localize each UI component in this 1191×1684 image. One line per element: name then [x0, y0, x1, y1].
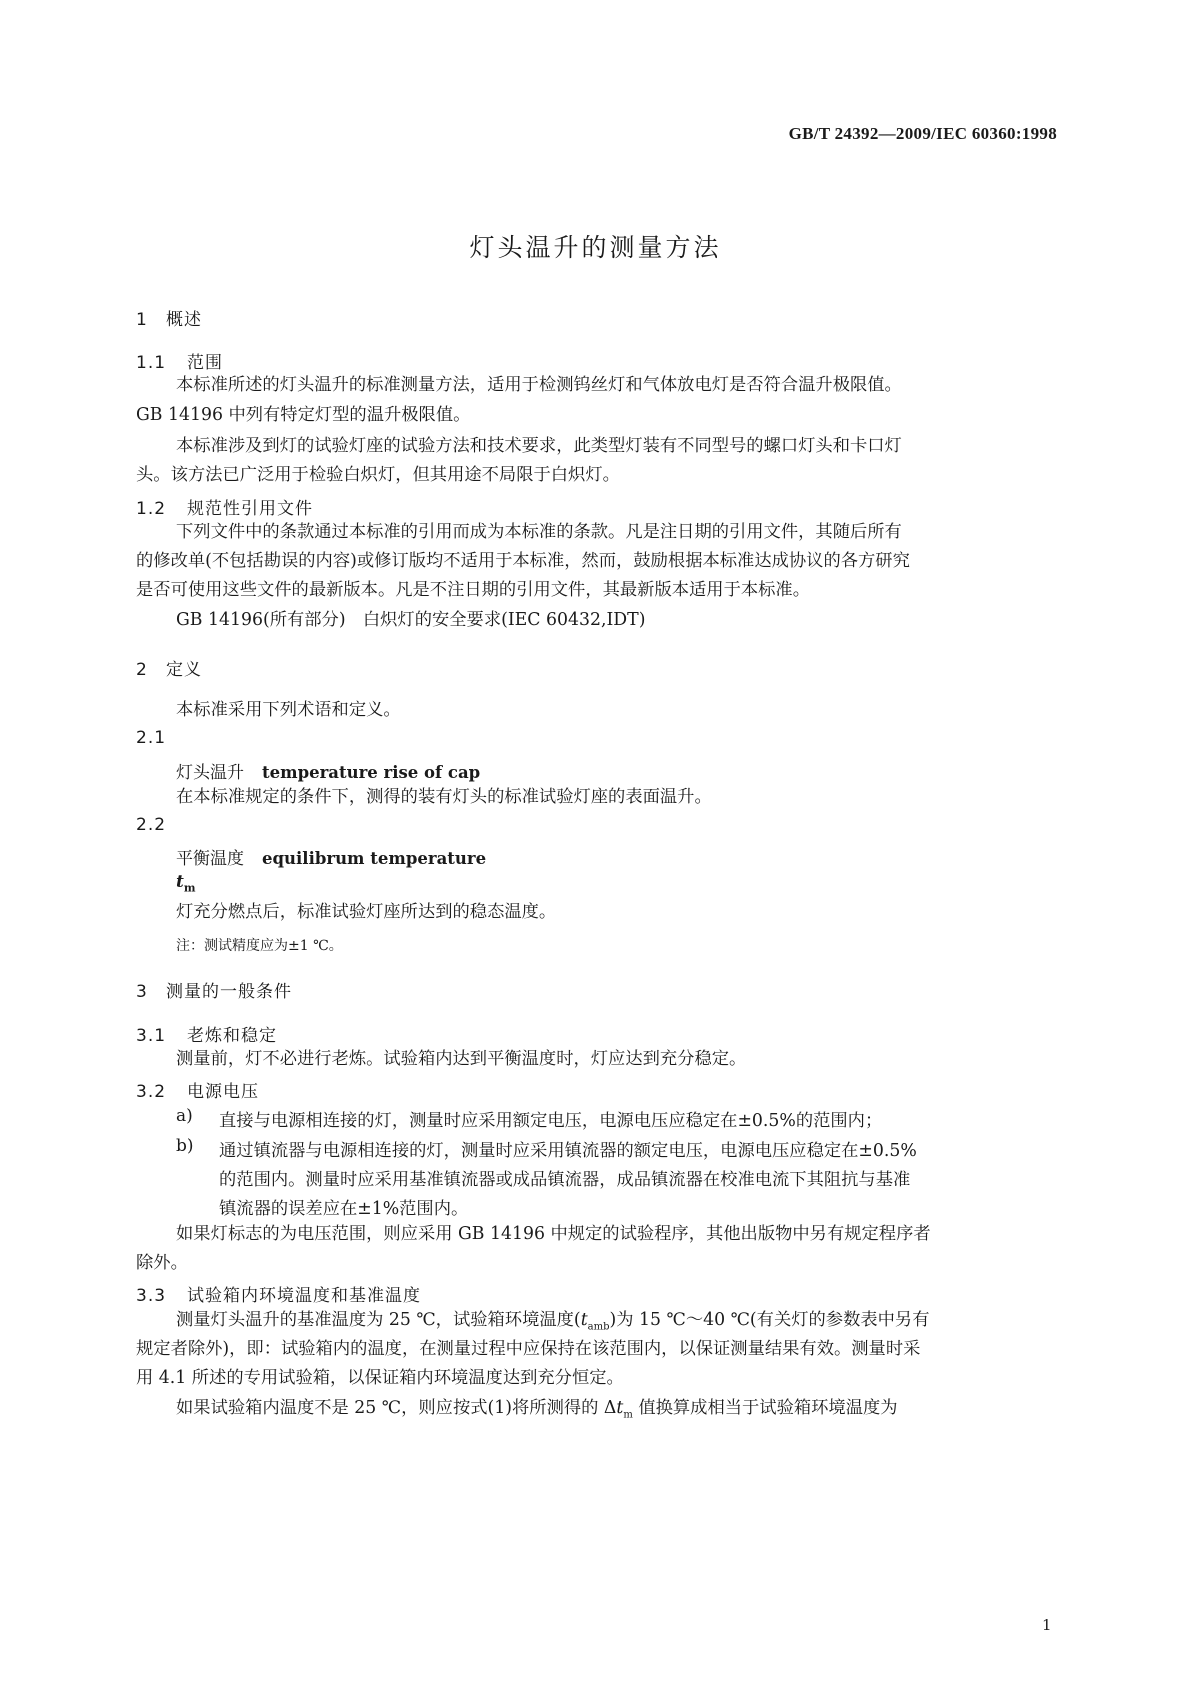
paragraph-line: 的修改单(不包括勘误的内容)或修订版均不适用于本标准，然而，鼓励根据本标准达成协议的各方研究	[136, 551, 910, 571]
text-run: 测量灯头温升的基准温度为 25 ℃，试验箱环境温度(	[176, 1310, 581, 1330]
paragraph-line: 用 4.1 所述的专用试验箱，以保证箱内环境温度达到充分恒定。	[136, 1368, 624, 1388]
document-title: 灯头温升的测量方法	[469, 233, 722, 262]
section-3-2-heading	[136, 1077, 259, 1102]
section-3-3-heading	[136, 1281, 421, 1306]
normative-reference: GB 14196(所有部分) 白炽灯的安全要求(IEC 60432,IDT)	[176, 610, 646, 630]
paragraph-line: 测量前，灯不必进行老炼。试验箱内达到平衡温度时，灯应达到充分稳定。	[176, 1049, 747, 1069]
symbol-letter: t	[580, 1310, 588, 1330]
section-1-2-heading	[136, 494, 313, 519]
list-item-text: 直接与电源相连接的灯，测量时应采用额定电压，电源电压应稳定在±0.5%的范围内；	[219, 1111, 883, 1131]
term-english: equilibrum temperature	[262, 849, 487, 868]
paragraph-line: 本标准涉及到灯的试验灯座的试验方法和技术要求，此类型灯装有不同型号的螺口灯头和卡口灯	[176, 436, 902, 456]
definition-number: 2.1	[136, 728, 167, 748]
section-number: 1.2	[136, 499, 167, 519]
list-marker: a)	[176, 1106, 193, 1126]
definition-symbol	[176, 872, 196, 894]
text-run: )为 15 ℃～40 ℃(有关灯的参数表中另有	[609, 1310, 930, 1330]
section-1-heading	[136, 305, 202, 330]
definition-term	[176, 758, 480, 783]
section-title: 试验箱内环境温度和基准温度	[187, 1286, 421, 1306]
section-title: 测量的一般条件	[166, 982, 292, 1002]
section-title: 定义	[166, 660, 202, 680]
definition-text: 灯充分燃点后，标准试验灯座所达到的稳态温度。	[176, 902, 557, 922]
section-title: 范围	[187, 353, 223, 373]
symbol-letter: t	[616, 1398, 624, 1418]
section-number: 3	[136, 982, 148, 1002]
paragraph-line: 本标准所述的灯头温升的标准测量方法，适用于检测钨丝灯和气体放电灯是否符合温升极限值。	[176, 375, 902, 395]
section-1-1-heading	[136, 348, 223, 373]
section-number: 1.1	[136, 353, 167, 373]
definition-number: 2.2	[136, 815, 167, 835]
paragraph-line: 除外。	[136, 1253, 188, 1273]
paragraph-line	[176, 1310, 929, 1333]
term-english: temperature rise of cap	[262, 763, 481, 782]
standard-number: GB/T 24392—2009/IEC 60360:1998	[788, 124, 1057, 143]
symbol-subscript: m	[623, 1409, 633, 1421]
section-title: 规范性引用文件	[187, 499, 313, 519]
text-run: 值换算成相当于试验箱环境温度为	[632, 1398, 898, 1418]
list-marker: b)	[176, 1136, 194, 1156]
paragraph-line: GB 14196 中列有特定灯型的温升极限值。	[136, 405, 471, 425]
section-3-heading	[136, 977, 292, 1002]
paragraph-line: 规定者除外)，即：试验箱内的温度，在测量过程中应保持在该范围内，以保证测量结果有效。测量时采	[136, 1339, 921, 1359]
paragraph-line: 是否可使用这些文件的最新版本。凡是不注日期的引用文件，其最新版本适用于本标准。	[136, 580, 810, 600]
list-item-text: 镇流器的误差应在±1%范围内。	[219, 1199, 469, 1219]
section-number: 3.1	[136, 1026, 167, 1046]
page-number: 1	[1042, 1616, 1052, 1634]
paragraph-line: 如果灯标志的为电压范围，则应采用 GB 14196 中规定的试验程序，其他出版物中另有规定程序者	[176, 1224, 931, 1244]
section-2-heading	[136, 655, 202, 680]
definition-term	[176, 844, 486, 869]
term-chinese: 平衡温度	[176, 849, 244, 869]
symbol-letter: t	[176, 872, 184, 892]
paragraph-line: 本标准采用下列术语和定义。	[176, 700, 401, 720]
symbol-subscript: amb	[587, 1321, 610, 1333]
paragraph-line	[176, 1398, 898, 1421]
symbol-subscript: m	[183, 881, 196, 895]
section-title: 老炼和稳定	[187, 1026, 277, 1046]
note: 注：测试精度应为±1 ℃。	[176, 938, 343, 954]
definition-text: 在本标准规定的条件下，测得的装有灯头的标准试验灯座的表面温升。	[176, 787, 712, 807]
term-chinese: 灯头温升	[176, 763, 244, 783]
section-number: 3.2	[136, 1082, 167, 1102]
list-item-text: 的范围内。测量时应采用基准镇流器或成品镇流器，成品镇流器在校准电流下其阻抗与基准	[219, 1170, 911, 1190]
paragraph-line: 头。该方法已广泛用于检验白炽灯，但其用途不局限于白炽灯。	[136, 465, 620, 485]
paragraph-line: 下列文件中的条款通过本标准的引用而成为本标准的条款。凡是注日期的引用文件，其随后所有	[176, 522, 902, 542]
section-3-1-heading	[136, 1021, 277, 1046]
section-title: 电源电压	[187, 1082, 259, 1102]
section-number: 2	[136, 660, 148, 680]
list-item-text: 通过镇流器与电源相连接的灯，测量时应采用镇流器的额定电压，电源电压应稳定在±0.5%	[219, 1141, 917, 1161]
section-number: 1	[136, 310, 148, 330]
section-number: 3.3	[136, 1286, 167, 1306]
section-title: 概述	[166, 310, 202, 330]
text-run: 如果试验箱内温度不是 25 ℃，则应按式(1)将所测得的 Δ	[176, 1398, 617, 1418]
